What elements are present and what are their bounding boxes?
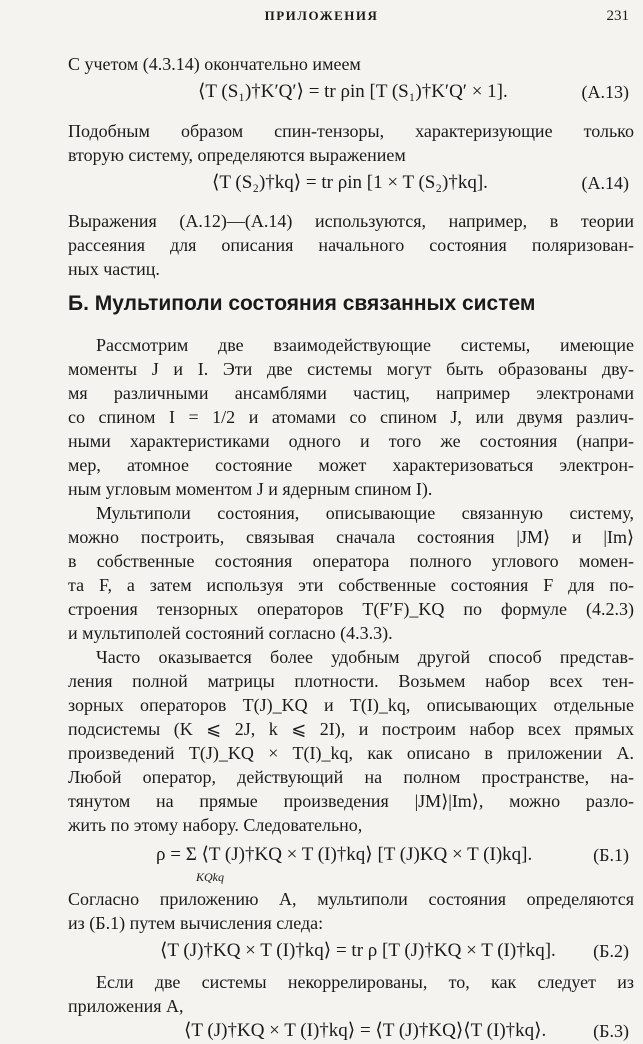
- equation-body: ⟨T (S₂)†kq⟩ = tr ρin [1 × T (S₂)†kq].: [212, 172, 488, 193]
- text-line: Любой оператор, действующий на полном пространстве, на-: [68, 767, 634, 787]
- text-line: строения тензорных операторов T(F′F)_KQ по формуле (4.2.3): [68, 599, 634, 619]
- text-line: Часто оказывается более удобным другой способ представ-: [96, 647, 634, 667]
- equation-label: (А.13): [581, 82, 629, 102]
- text-line: вторую систему, определяются выражением: [68, 145, 406, 165]
- text-line: С учетом (4.3.14) окончательно имеем: [68, 54, 361, 74]
- text-line: со спином I = 1/2 и атомами со спином J, или двумя различ-: [68, 407, 634, 427]
- equation-body: ⟨T (J)†KQ × T (I)†kq⟩ = ⟨T (J)†KQ⟩⟨T (I)†kq⟩.: [184, 1020, 547, 1041]
- text-line: ным угловым моментом J и ядерным спином I).: [68, 479, 433, 499]
- text-line: Если две системы некоррелированы, то, как следует из: [96, 972, 634, 992]
- text-line: из (Б.1) путем вычисления следа:: [68, 913, 324, 933]
- text-line: зорных операторов T(J)_KQ и T(I)_kq, описывающих отдельные: [68, 695, 634, 715]
- text-line: рассеяния для описания начального состояния поляризован-: [68, 235, 634, 255]
- section-heading: Б. Мультиполи состояния связанных систем: [68, 292, 536, 315]
- equation-body: ⟨T (J)†KQ × T (I)†kq⟩ = tr ρ [T (J)†KQ × T (I)†kq].: [160, 940, 556, 961]
- text-line: мер, атомное состояние может характеризоваться электрон-: [68, 455, 634, 475]
- running-header: [0, 8, 643, 28]
- text-line: приложения А,: [68, 996, 184, 1016]
- text-line: можно построить, связывая сначала состояния |JM⟩ и |Im⟩: [68, 527, 634, 547]
- text-line: ления полной матрицы плотности. Возьмем набор всех тен-: [68, 671, 634, 691]
- sum-subscript: KQkq: [196, 870, 224, 884]
- text-line: тянутом на прямые произведения |JM⟩|Im⟩, можно разло-: [68, 791, 634, 811]
- text-line: подсистемы (K ⩽ 2J, k ⩽ 2I), и построим набор всех прямых: [68, 719, 634, 739]
- equation-label: (Б.2): [593, 941, 629, 961]
- text-line: в собственные состояния оператора полного углового момен-: [68, 551, 634, 571]
- equation-body: ρ = Σ ⟨T (J)†KQ × T (I)†kq⟩ [T (J)KQ × T (I)kq].: [156, 844, 533, 865]
- text-line: мя различными ансамблями частиц, например электронами: [68, 383, 634, 403]
- page-number: 231: [606, 8, 629, 24]
- text-line: Выражения (А.12)—(А.14) используются, например, в теории: [68, 211, 634, 231]
- text-line: Рассмотрим две взаимодействующие системы, имеющие: [96, 335, 634, 355]
- equation-label: (Б.3): [593, 1021, 629, 1041]
- text-line: Согласно приложению А, мультиполи состояния определяются: [68, 889, 634, 909]
- text-line: произведений T(J)_KQ × T(I)_kq, как описано в приложении А.: [68, 743, 634, 763]
- equation-label: (А.14): [581, 173, 629, 193]
- text-line: моменты J и I. Эти две системы могут быть образованы дву-: [68, 359, 634, 379]
- equation-body: ⟨T (S₁)†K′Q′⟩ = tr ρin [T (S₁)†K′Q′ × 1].: [198, 81, 508, 102]
- text-line: Мультиполи состояния, описывающие связанную систему,: [96, 503, 634, 523]
- text-line: и мультиполей состояний согласно (4.3.3).: [68, 623, 393, 643]
- running-title: ПРИЛОЖЕНИЯ: [264, 8, 379, 23]
- text-line: Подобным образом спин-тензоры, характеризующие только: [68, 121, 634, 141]
- text-line: ных частиц.: [68, 259, 160, 279]
- equation-label: (Б.1): [593, 845, 629, 865]
- text-line: та F, а затем используя эти собственные состояния F для по-: [68, 575, 634, 595]
- text-line: жить по этому набору. Следовательно,: [68, 815, 363, 835]
- text-line: ными характеристиками одного и того же состояния (напри-: [68, 431, 634, 451]
